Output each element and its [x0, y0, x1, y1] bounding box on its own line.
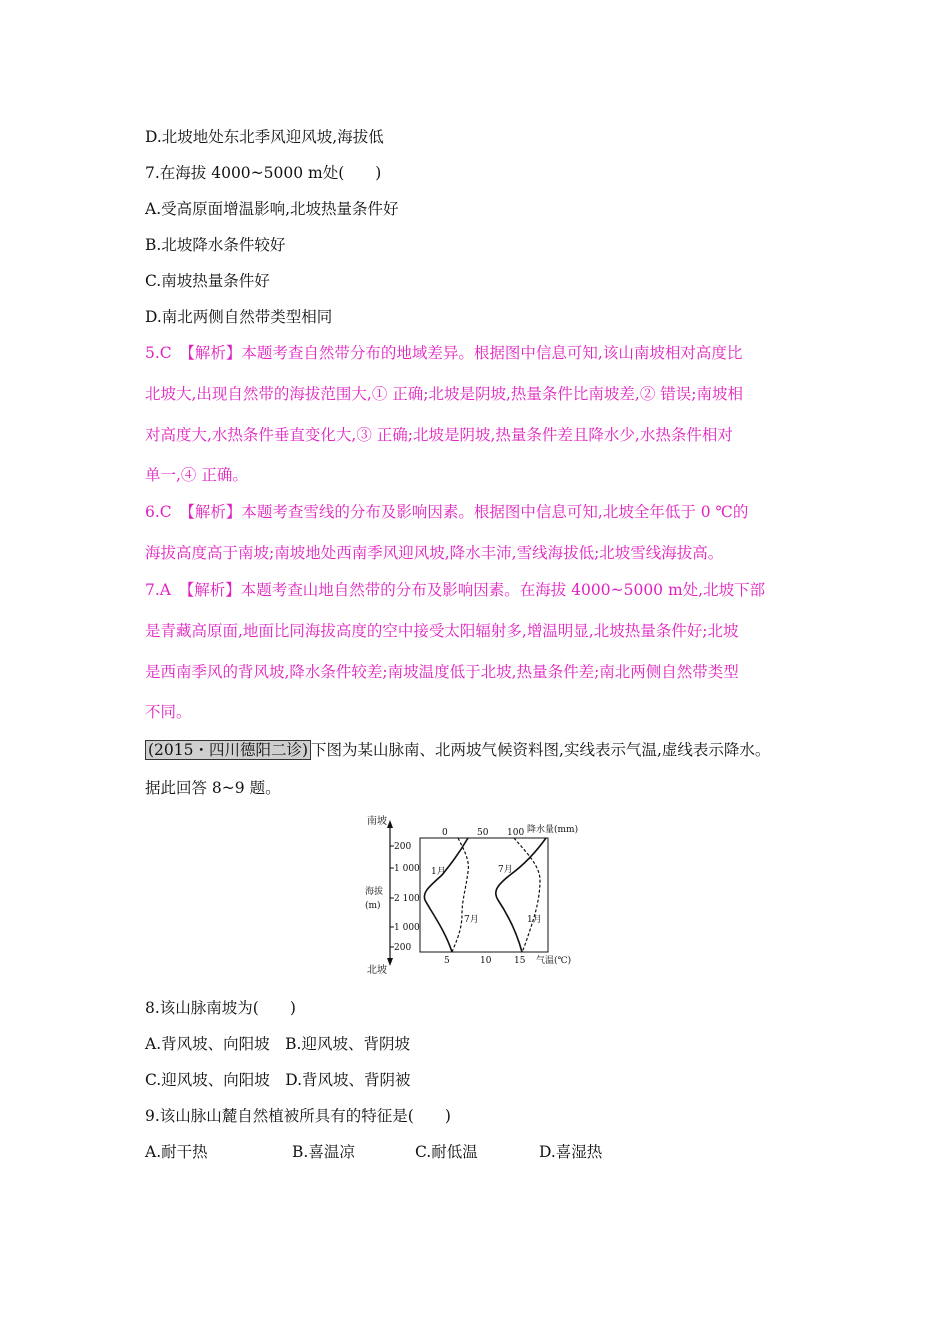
north-slope-label: 北坡 — [367, 965, 387, 975]
analysis-7-line-4: 不同。 — [145, 703, 192, 721]
q8-stem: 8.该山脉南坡为( ) — [145, 999, 296, 1017]
analysis-5-line-4: 单一,④ 正确。 — [145, 466, 248, 484]
q9-option-c: C.耐低温 — [415, 1143, 478, 1161]
source-tag: (2015・四川德阳二诊) — [145, 740, 311, 760]
q7-stem: 7.在海拔 4000~5000 m处( ) — [145, 164, 382, 182]
q8-options-row-2: C.迎风坡、向阳坡 D.背风坡、背阴被 — [145, 1071, 411, 1089]
temp-axis — [444, 954, 571, 966]
precip-tick: 50 — [477, 828, 489, 838]
south-slope-label: 南坡 — [367, 816, 387, 827]
y-tick-label: 200 — [394, 842, 412, 852]
q9-option-b: B.喜温凉 — [292, 1143, 355, 1161]
intro-line-2: 据此回答 8~9 题。 — [145, 779, 281, 797]
jul-precip-label: 7月 — [464, 915, 479, 925]
y-tick-label: 2 100 — [394, 894, 420, 904]
intro-line-1 — [145, 740, 770, 760]
precip-axis-label: 降水量(mm) — [527, 825, 579, 835]
q6-option-d: D.北坡地处东北季风迎风坡,海拔低 — [145, 128, 384, 146]
jan-precip-label: 1月 — [527, 915, 542, 925]
q9-options — [145, 1142, 602, 1162]
y-tick-label: 1 000 — [394, 864, 420, 874]
q8-options-row-1: A.背风坡、向阳坡 B.迎风坡、背阴坡 — [145, 1035, 410, 1053]
y-tick-label: 1 000 — [394, 923, 420, 933]
q7-option-b: B.北坡降水条件较好 — [145, 236, 286, 254]
q7-option-a: A.受高原面增温影响,北坡热量条件好 — [145, 200, 399, 218]
temp-tick: 10 — [480, 956, 492, 966]
y-tick-label: 200 — [394, 943, 412, 953]
altitude-unit: (m) — [365, 901, 381, 911]
axis-arrow-up — [387, 820, 393, 828]
jan-temperature-line — [424, 838, 468, 952]
temp-tick: 15 — [514, 956, 526, 966]
q7-option-c: C.南坡热量条件好 — [145, 272, 270, 290]
axis-arrow-down — [387, 958, 393, 966]
analysis-6-line-2: 海拔高度高于南坡;南坡地处西南季风迎风坡,降水丰沛,雪线海拔低;北坡雪线海拔高。 — [145, 544, 724, 562]
jan-temp-label: 1月 — [431, 867, 446, 877]
temp-tick: 5 — [444, 956, 450, 966]
analysis-5-line-2: 北坡大,出现自然带的海拔范围大,① 正确;北坡是阴坡,热量条件比南坡差,② 错误;南坡相 — [145, 385, 744, 403]
analysis-7-line-3: 是西南季风的背风坡,降水条件较差;南坡温度低于北坡,热量条件差;南北两侧自然带类型 — [145, 663, 739, 681]
jan-precip-line — [452, 838, 468, 952]
analysis-7-line-1: 7.A 【解析】本题考查山地自然带的分布及影响因素。在海拔 4000~5000 m处,北坡下部 — [145, 581, 766, 599]
analysis-5-line-1: 5.C 【解析】本题考查自然带分布的地域差异。根据图中信息可知,该山南坡相对高度比 — [145, 344, 743, 362]
jul-precip-line — [514, 838, 540, 952]
y-ticks — [390, 842, 420, 953]
q9-stem: 9.该山脉山麓自然植被所具有的特征是( ) — [145, 1107, 451, 1125]
analysis-5-line-3: 对高度大,水热条件垂直变化大,③ 正确;北坡是阴坡,热量条件差且降水少,水热条件相对 — [145, 426, 733, 444]
q7-option-d: D.南北两侧自然带类型相同 — [145, 308, 333, 326]
precip-tick: 100 — [507, 828, 525, 838]
analysis-6-line-1: 6.C 【解析】本题考查雪线的分布及影响因素。根据图中信息可知,北坡全年低于 0 ℃的 — [145, 503, 749, 521]
temp-axis-label: 气温(℃) — [536, 956, 572, 966]
q9-option-a: A.耐干热 — [145, 1143, 208, 1161]
precip-axis — [442, 823, 578, 838]
altitude-label: 海拔 — [365, 887, 384, 897]
precip-tick: 0 — [442, 828, 448, 838]
climate-chart — [350, 810, 600, 975]
jul-temp-label: 7月 — [498, 865, 513, 875]
analysis-7-line-2: 是青藏高原面,地面比同海拔高度的空中接受太阳辐射多,增温明显,北坡热量条件好;北坡 — [145, 622, 739, 640]
q9-option-d: D.喜湿热 — [539, 1143, 603, 1161]
intro-text: 下图为某山脉南、北两坡气候资料图,实线表示气温,虚线表示降水。 — [311, 741, 771, 759]
